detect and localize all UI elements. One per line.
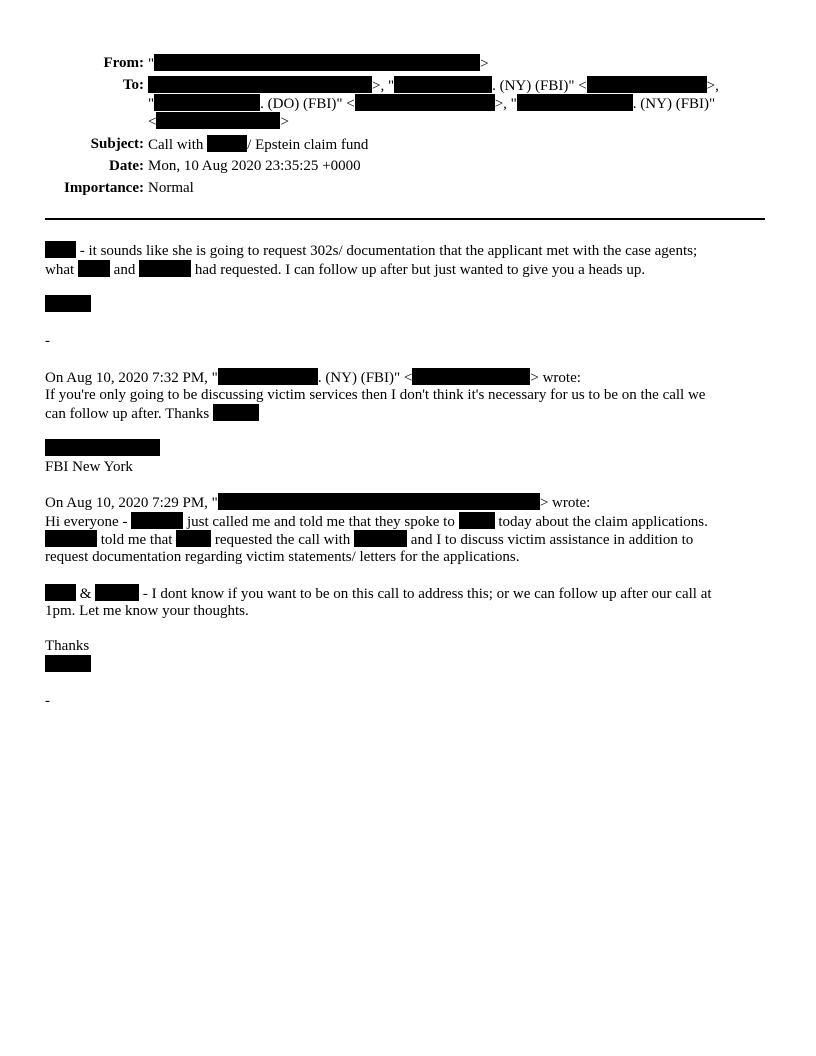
redaction (355, 94, 495, 111)
signature-redaction (45, 295, 91, 314)
body-line: can follow up after. Thanks (45, 404, 259, 423)
subject-label: Subject: (90, 136, 144, 152)
from-label: From: (103, 55, 144, 71)
date-label: Date: (109, 158, 144, 174)
redaction (45, 530, 97, 547)
redaction (45, 655, 91, 672)
redaction (45, 295, 91, 312)
redaction (45, 241, 76, 258)
redaction (459, 512, 495, 529)
redaction (131, 512, 183, 529)
redaction (517, 94, 633, 111)
to-line-3: < > (148, 114, 289, 130)
signature-redaction (45, 655, 91, 674)
redaction (394, 76, 492, 93)
subject-value: Call with / Epstein claim fund (148, 137, 369, 153)
redaction (587, 76, 707, 93)
redaction (213, 404, 259, 421)
body-line: 1pm. Let me know your thoughts. (45, 603, 249, 619)
redaction (154, 94, 260, 111)
separator-dash: - (45, 693, 50, 709)
body-line: & - I dont know if you want to be on this call to address this; or we can follow up after our call at (45, 584, 712, 603)
to-line-1: >, " . (NY) (FBI)" < >, (148, 76, 719, 95)
body-line: told me that requested the call with and I to discuss victim assistance in addition to (45, 530, 693, 549)
redaction (218, 493, 540, 510)
body-line: If you're only going to be discussing victim services then I don't think it's necessary for us to be on the call we (45, 387, 706, 403)
redaction (207, 135, 247, 152)
redaction (78, 260, 110, 277)
body-line: Hi everyone - just called me and told me that they spoke to today about the claim applications. (45, 514, 708, 530)
to-line-2: " . (DO) (FBI)" < >, " . (NY) (FBI)" (148, 96, 716, 112)
redaction (148, 76, 372, 93)
quote-header: On Aug 10, 2020 7:32 PM, " . (NY) (FBI)" < > wrote: (45, 370, 581, 386)
redaction (95, 584, 139, 601)
date-value: Mon, 10 Aug 2020 23:35:25 +0000 (148, 158, 361, 174)
importance-label: Importance: (64, 180, 144, 196)
redaction (176, 530, 211, 547)
redaction (45, 584, 76, 601)
redaction (45, 439, 160, 456)
quote-header: On Aug 10, 2020 7:29 PM, " > wrote: (45, 495, 591, 511)
body-line: - it sounds like she is going to request 302s/ documentation that the applicant met with the case agents; (45, 241, 697, 260)
signature-org: FBI New York (45, 459, 133, 475)
redaction (154, 54, 480, 71)
redaction (139, 260, 191, 277)
header-divider (45, 218, 765, 220)
body-line: request documentation regarding victim statements/ letters for the applications. (45, 549, 520, 565)
sign-off: Thanks (45, 638, 90, 654)
importance-value: Normal (148, 180, 194, 196)
body-line: what and had requested. I can follow up after but just wanted to give you a heads up. (45, 262, 646, 278)
from-value: " > (148, 56, 489, 72)
separator-dash: - (45, 333, 50, 349)
signature-redaction (45, 439, 160, 458)
redaction (156, 112, 280, 129)
redaction (412, 368, 530, 385)
redaction (354, 530, 407, 547)
redaction (218, 368, 318, 385)
to-label: To: (122, 77, 144, 93)
